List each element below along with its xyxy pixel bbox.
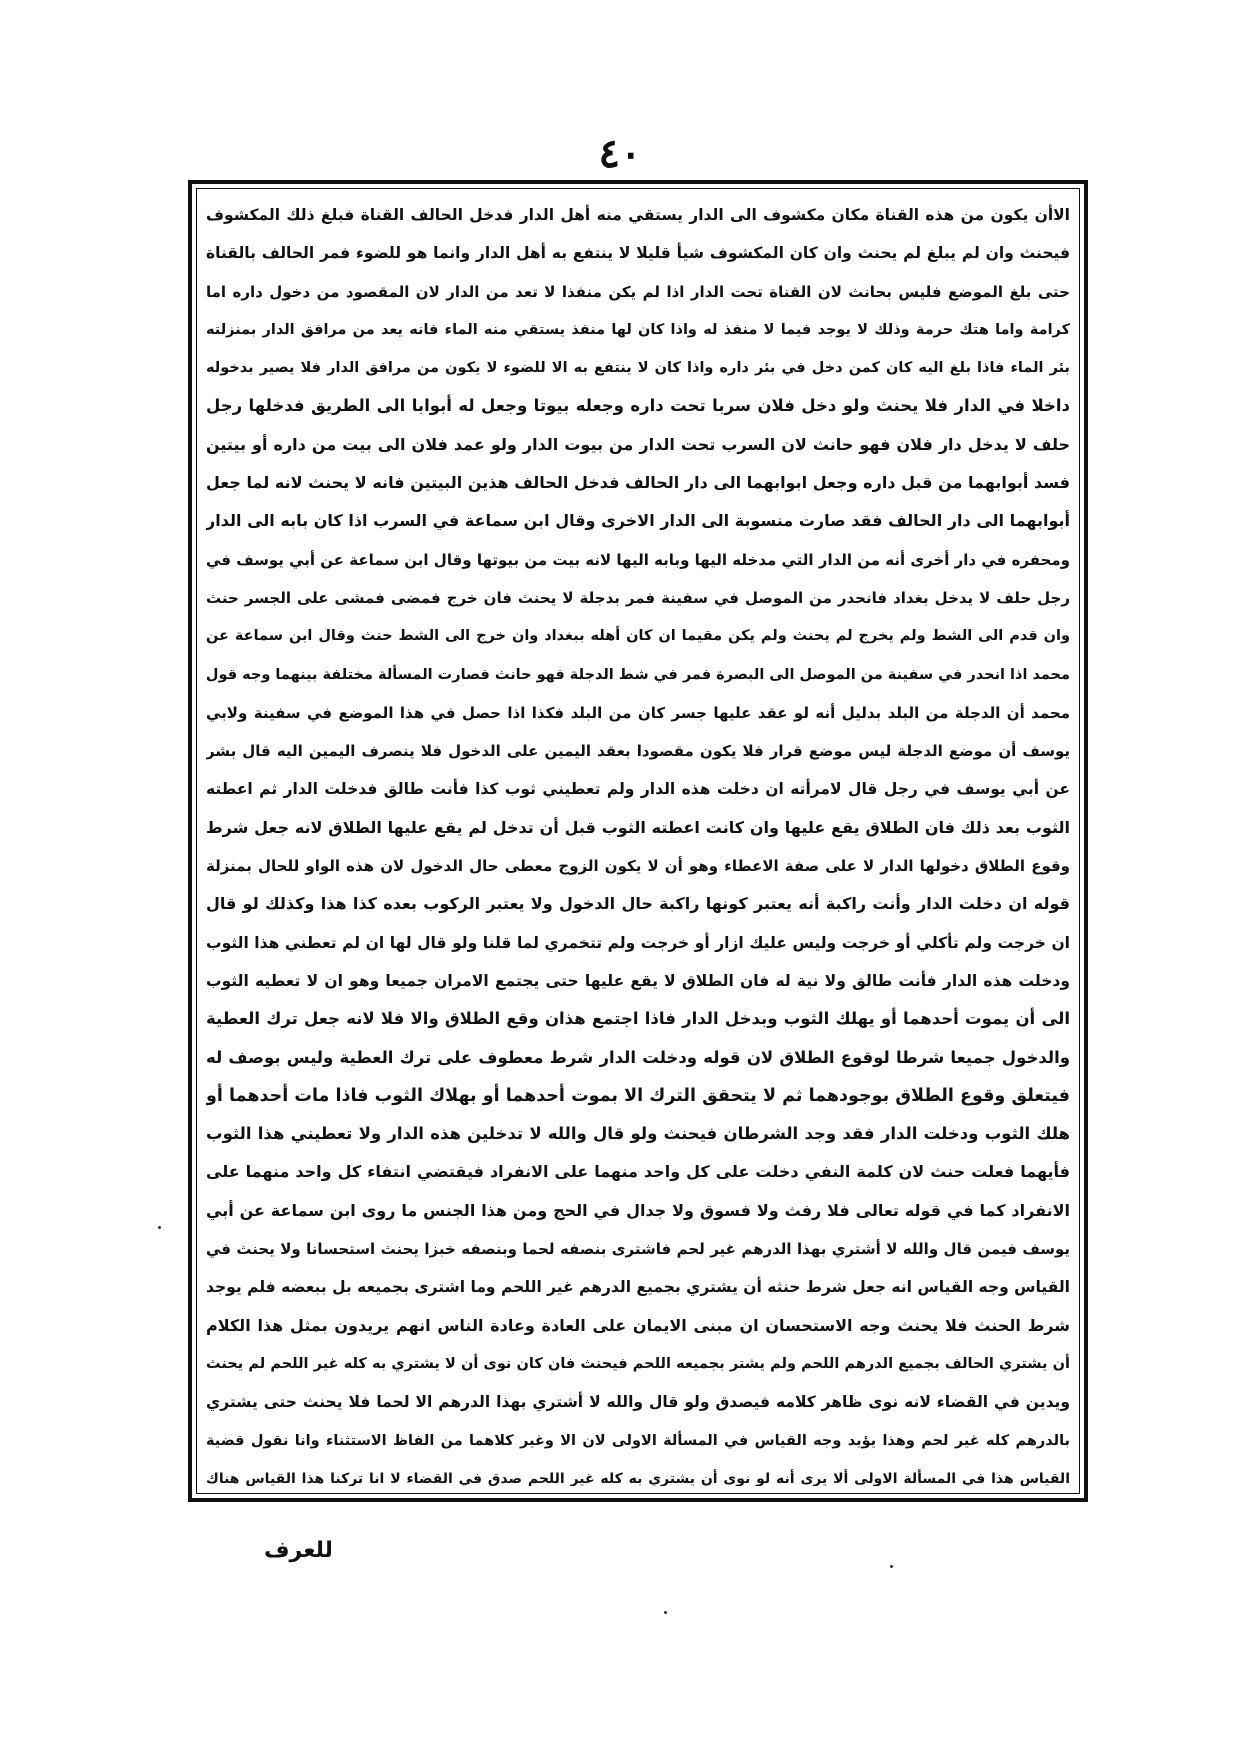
text-line: رجل حلف لا يدخل بغداد فانحدر من الموصل في سفينة فمر بدجلة لا يحنث فان خرج فمضى فمشى على الجسر حنث [206,588,1070,607]
text-line: وان قدم الى الشط ولم يخرج لم يحنث ولم يكن مقيما ان كان أهله ببغداد وان خرج الى الشط حنث وقال ابن سماعة عن [206,628,1070,645]
text-line: الاأن يكون من هذه القناة مكان مكشوف الى الدار يستقي منه أهل الدار فدخل الحالف القناة فبلغ ذلك المكشوف [206,206,1070,224]
text-line: القياس وجه القياس انه جعل شرط حنثه أن يشتري بجميع الدرهم غير اللحم وما اشترى بجميعه بل ببعضه فلم يوجد [206,1278,1070,1297]
text-line: والدخول جميعا شرطا لوقوع الطلاق لان قوله ودخلت الدار شرط معطوف على ترك العطية وليس بوصف له [206,1047,1070,1067]
body-text [206,196,1070,1486]
text-line: داخلا في الدار فلا يحنث ولو دخل فلان سربا تحت داره وجعله بيوتا وجعل له أبوابا الى الطريق فدخلها رجل [206,396,1070,416]
text-line: شرط الحنث فلا يحنث وجه الاستحسان ان مبنى الايمان على العادة وعادة الناس انهم يريدون بمثل هذا الكلام [206,1315,1070,1335]
text-line: محمد أن الدجلة من البلد بدليل أنه لو عقد عليها جسر كان من البلد فكذا اذا حصل في هذا الموضع في سفينة ولابي [206,703,1070,722]
page-number: ٤٠ [598,130,642,177]
text-line: حلف لا يدخل دار فلان فهو حانث لان السرب تحت الدار من بيوت الدار ولو عمد فلان الى بيت من داره أو بيتين [206,434,1070,454]
text-line: الثوب بعد ذلك فان الطلاق يقع عليها وان كانت اعطته الثوب قبل أن تدخل لم يقع عليها الطلاق لانه جعل شرط [206,817,1070,837]
text-line: وقوع الطلاق دخولها الدار لا على صفة الاعطاء وهو أن لا يكون الزوج معطى حال الدخول لان هذه الواو للحال بمنزلة [206,857,1070,876]
text-line: فيحنث وان لم يبلغ لم يحنث وان كان المكشوف شيأ قليلا لا ينتفع به أهل الدار وانما هو للضوء فمر الحالف بالقناة [206,244,1070,263]
text-line: أن يشتري الحالف بجميع الدرهم اللحم ولم يشتر بجميعه اللحم فيحنث فان كان نوى أن لا يشتري به كله غير اللحم لم يحنث [206,1355,1070,1372]
text-line: ودخلت هذه الدار فأنت طالق ولا نية له فان الطلاق لا يقع عليها حتى يجتمع الامران جميعا وهو ان لا تعطيه الثوب [206,971,1070,990]
text-line: ويدين في القضاء لانه نوى ظاهر كلامه فيصدق ولو قال والله لا أشتري بهذا الدرهم الا لحما فلا يحنث حتى يشتري [206,1393,1070,1412]
text-line: عن أبي يوسف في رجل قال لامرأته ان دخلت هذه الدار ولم تعطيني ثوب كذا فأنت طالق فدخلت الدار ثم اعطته [206,780,1070,799]
text-line: فأيهما فعلت حنث لان كلمة النفي دخلت على كل واحد منهما على الانفراد فيقتضي انتفاء كل واحد منهما على [206,1162,1070,1182]
text-line: أبوابهما الى دار الحالف فقد صارت منسوبة الى الدار الاخرى وقال ابن سماعة في السرب اذا كان بابه الى الدار [206,511,1070,531]
text-line: حتى بلغ الموضع فليس بحانث لان القناة تحت الدار اذا لم يكن منفذا لا تعد من الدار لان المقصود من دخول داره اما [206,282,1070,301]
text-line: ومحفره في دار أخرى أنه من الدار التي مدخله اليها وبابه اليها لانه بيت من بيوتها وقال ابن سماعة عن أبي يوسف في [206,550,1070,569]
text-line: فيتعلق وقوع الطلاق بوجودهما ثم لا يتحقق الترك الا بموت أحدهما أو بهلاك الثوب فاذا مات أحدهما أو [206,1085,1070,1106]
catchword: للعرف [264,1538,333,1563]
text-line: محمد اذا انحدر في سفينة من الموصل الى البصرة فمر في شط الدجلة فهو حانث فصارت المسألة مختلفة بينهما وجه قول [206,666,1070,683]
text-line: هلك الثوب ودخلت الدار فقد وجد الشرطان فيحنث ولو قال والله لا تدخلين هذه الدار ولا تعطيني هذا الثوب [206,1124,1070,1144]
text-line: يوسف أن موضع الدجلة ليس موضع قرار فلا يكون مقصودا بعقد اليمين على الدخول فلا ينصرف اليمين اليه قال بشر [206,742,1070,761]
text-line: ان خرجت ولم تأكلي أو خرجت وليس عليك ازار أو خرجت ولم تتخمري لما قلنا ولو قال لها ان لم تعطني هذا الثوب [206,933,1070,952]
scan-speck [890,1565,893,1568]
text-line: فسد أبوابهما من قبل داره وجعل ابوابهما الى دار الحالف فدخل الحالف هذين البيتين فانه لا يحنث لانه لما جعل [206,473,1070,493]
text-line: بئر الماء فاذا بلغ اليه كان كمن دخل في بئر داره واذا كان لا ينتفع به الا للضوء لا يكون من مرافق الدار فلا يصير بدخوله [206,360,1070,377]
scan-speck [664,1611,667,1614]
text-line: كرامة واما هتك حرمة وذلك لا يوجد فيما لا منفذ له واذا كان لها منفذ يستقي منه الماء فانه يعد من مرافق الدار بمنزلته [206,321,1070,338]
text-line: بالدرهم كله غير لحم وهذا يؤيد وجه القياس في المسألة الاولى لان الا وغير كلاهما من الفاظ الاستثناء وانا نقول قضية [206,1432,1070,1449]
text-line: الانفراد كما في قوله تعالى فلا رفث ولا فسوق ولا جدال في الحج ومن هذا الجنس ما روى ابن سماعة عن أبي [206,1200,1070,1220]
text-line: قوله ان دخلت الدار وأنت راكبة أنه يعتبر كونها راكبة حال الدخول ولا يعتبر الركوب بعده كذا هذا وكذلك لو قال [206,894,1070,914]
scan-speck [158,1226,161,1229]
text-line: القياس هذا في المسألة الاولى ألا يرى أنه لو نوى أن يشتري به كله غير اللحم صدق في القضاء لا انا تركنا هذا القياس هناك [206,1470,1070,1486]
text-line: الى أن يموت أحدهما أو يهلك الثوب وبدخل الدار فاذا اجتمع هذان وقع الطلاق والا فلا لانه جعل ترك العطية [206,1009,1070,1029]
text-line: يوسف فيمن قال والله لا أشتري بهذا الدرهم غير لحم فاشترى بنصفه لحما وبنصفه خبزا يحنث استحسانا ولا يحنث في [206,1240,1070,1259]
